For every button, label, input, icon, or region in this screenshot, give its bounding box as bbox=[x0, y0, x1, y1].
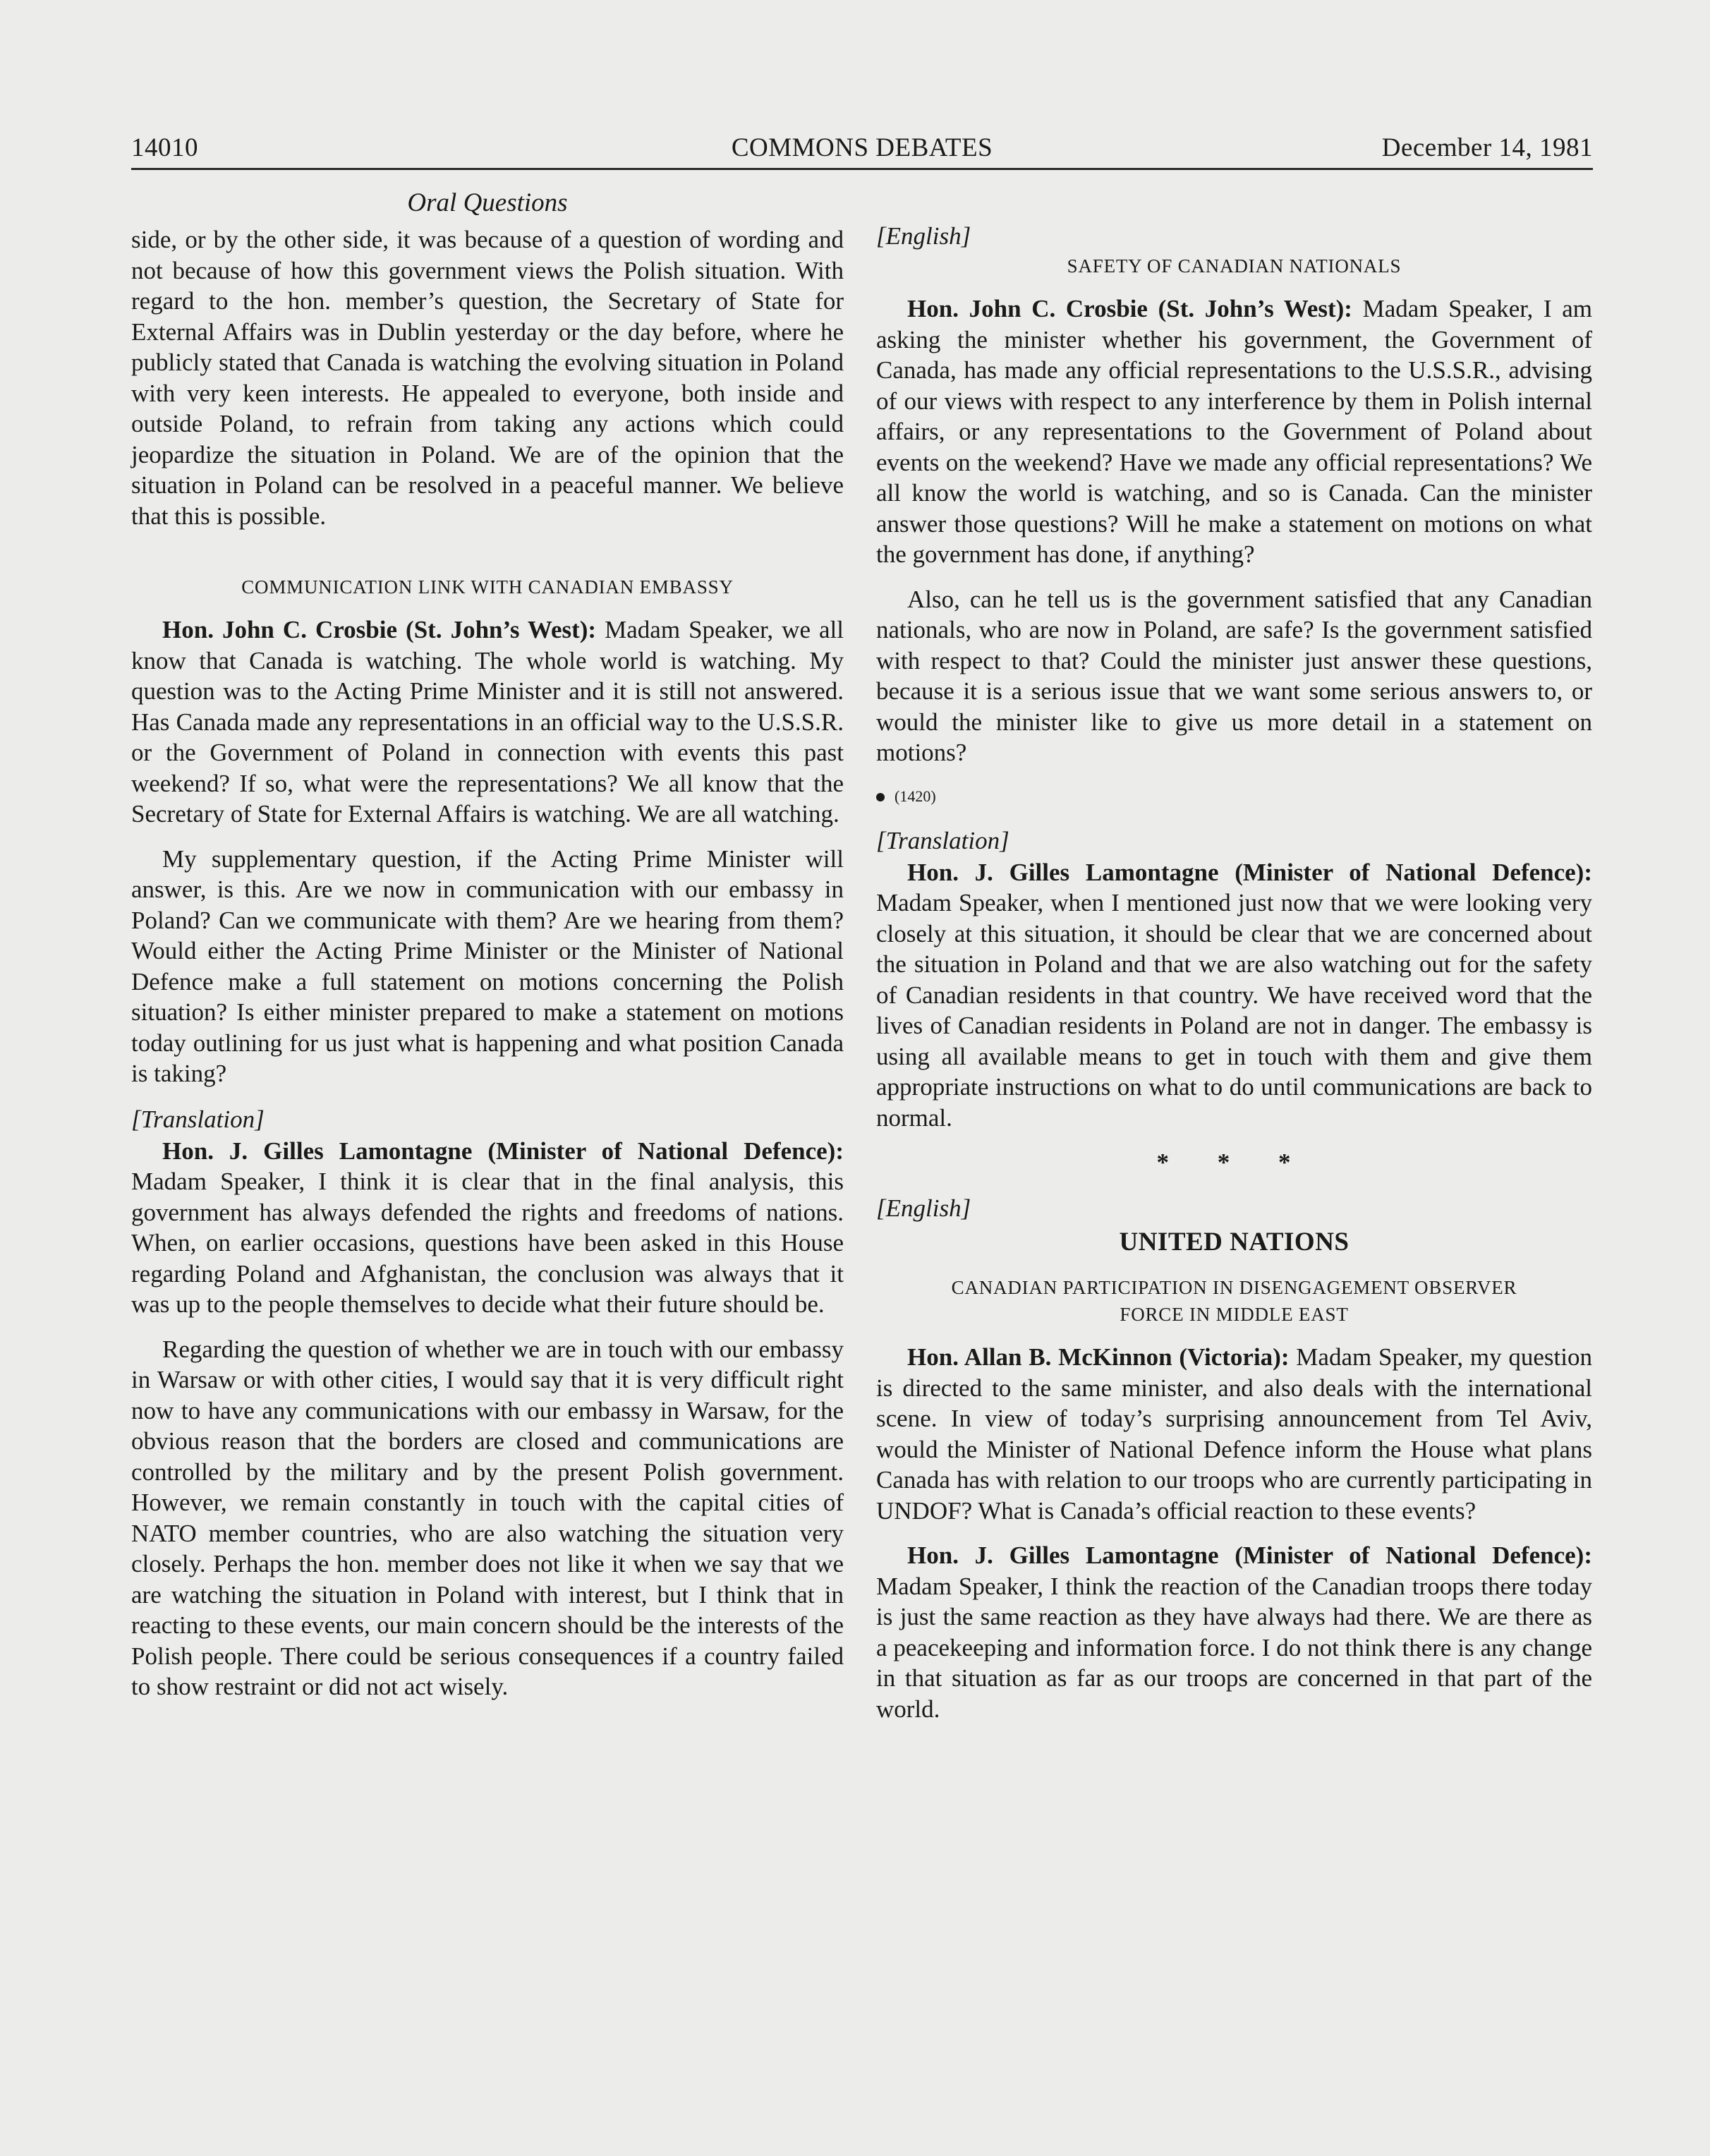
speech-text: Madam Speaker, I think the reaction of the Canadian troops there today is just the same reaction as they have always had there. We are there as a peacekeeping and information force. I do not think there is any change in that situation as far as our troops are concerned in that part of the world. bbox=[876, 1572, 1592, 1723]
speaker-name: Hon. John C. Crosbie (St. John’s West): bbox=[162, 616, 597, 643]
language-tag: [Translation] bbox=[131, 1105, 265, 1133]
section-separator: * * * bbox=[1156, 1149, 1312, 1176]
speech-text: Madam Speaker, my question is directed to the same minister, and also deals with the international scene. In view of today’s surprising announcement from Tel Aviv, would the Minister of National Defence inform the House what plans Canada has with relation to our troops who are currently participating in UNDOF? What is Canada’s official reaction to these events? bbox=[876, 1343, 1592, 1525]
section-subheading-line: FORCE IN MIDDLE EAST bbox=[1120, 1304, 1349, 1325]
speaker-name: Hon. J. Gilles Lamontagne (Minister of National Defence): bbox=[907, 1542, 1592, 1569]
paragraph: My supplementary question, if the Acting Prime Minister will answer, is this. Are we now in communication with our embassy in Poland? Can we communicate with them? Are we hearing from them? Would either the Acting Prime Minister or the Minister of National Defence make a full statement on motions concerning the Polish situation? Is either minister prepared to make a statement on motions today outlining for us just what is happening and what position Canada is taking? bbox=[131, 844, 844, 1087]
speech bbox=[131, 614, 844, 830]
speech-text: Madam Speaker, I am asking the minister whether his government, the Government of Canada, has made any official representations to the U.S.S.R., advising of our views with respect to any interference by them in Polish internal affairs, or any representations to the Government of Poland about events on the weekend? Have we made any official representations? We all know the world is watching, and so is Canada. Can the minister answer those questions? Will he make a statement on motions on what the government has done, if anything? bbox=[876, 295, 1592, 568]
speech bbox=[876, 857, 1592, 1134]
time-marker bbox=[876, 782, 1592, 811]
speaker-name: Hon. J. Gilles Lamontagne (Minister of National Defence): bbox=[907, 858, 1592, 886]
paragraph: Also, can he tell us is the government satisfied that any Canadian nationals, who are now in Poland, are safe? Is the government satisfied with respect to that? Could the minister just answer these questions, because it is a serious issue that we want some serious answers to, or would the minister like to give us more detail in a statement on motions? bbox=[876, 585, 1592, 766]
page-number: 14010 bbox=[131, 133, 198, 162]
speech-text: Madam Speaker, when I mentioned just now that we were looking very closely at this situation, it should be clear that we are concerned about the situation in Poland and that we are also watching out for the safety of Canadian residents in that country. We have received word that the lives of Canadian residents in Poland are not in danger. The embassy is using all available means to get in touch with them and give them appropriate instructions on what to do until communications are back to normal. bbox=[876, 889, 1592, 1132]
speech bbox=[876, 1540, 1592, 1724]
paragraph: Regarding the question of whether we are in touch with our embassy in Warsaw or with other cities, I would say that it is very difficult right now to have any communications with our embassy in Warsaw, for the obvious reason that the borders are closed and communications are controlled by the military and by the present Polish government. However, we remain constantly in touch with the capital cities of NATO member countries, who are also watching the situation very closely. Perhaps the hon. member does not like it when we say that we are watching the situation in Poland with interest, but I think that in reacting to these events, our main concern should be the interests of the Polish people. There could be serious consequences if a country failed to show restraint or did not act wisely. bbox=[131, 1335, 844, 1700]
speaker-name: Hon. John C. Crosbie (St. John’s West): bbox=[907, 295, 1352, 322]
language-tag: [English] bbox=[876, 222, 971, 250]
paragraph: side, or by the other side, it was because of a question of wording and not because of how this government views the Polish situation. With regard to the hon. member’s question, the Secretary of State for External Affairs was in Dublin yesterday or the day before, where he publicly stated that Canada is watching the evolving situation in Poland with very keen interests. He appealed to everyone, both inside and outside Poland, to refrain from taking any actions which could jeopardize the situation in Poland. We are of the opinion that the situation in Poland can be resolved in a peaceful manner. We believe that this is possible. bbox=[131, 226, 844, 530]
page-date: December 14, 1981 bbox=[1381, 133, 1593, 162]
speech-text: Madam Speaker, I think it is clear that in the final analysis, this government has always defended the rights and freedoms of nations. When, on earlier occasions, questions have been asked in this House regarding Poland and Afghanistan, the conclusion was always that it was up to the people themselves to decide what their future should be. bbox=[131, 1168, 844, 1318]
speech bbox=[131, 1136, 844, 1320]
section-subheading: SAFETY OF CANADIAN NATIONALS bbox=[1067, 255, 1402, 277]
page-header bbox=[131, 133, 1593, 169]
speech-text: Madam Speaker, we all know that Canada is watching. The whole world is watching. My question was to the Acting Prime Minister and it is still not answered. Has Canada made any representations in an official way to the U.S.S.R. or the Government of Poland in connection with events this past weekend? If so, what were the representations? We all know that the Secretary of State for External Affairs is watching. We are all watching. bbox=[131, 616, 844, 828]
header-rule bbox=[131, 168, 1593, 170]
bullet-icon bbox=[876, 793, 885, 801]
section-heading: UNITED NATIONS bbox=[1119, 1228, 1350, 1256]
section-subheading-line: CANADIAN PARTICIPATION IN DISENGAGEMENT OBSERVER bbox=[951, 1277, 1517, 1298]
language-tag: [English] bbox=[876, 1194, 971, 1222]
language-tag: [Translation] bbox=[876, 826, 1009, 854]
running-head: Oral Questions bbox=[407, 188, 568, 217]
time-marker-text: (1420) bbox=[895, 787, 936, 805]
speaker-name: Hon. Allan B. McKinnon (Victoria): bbox=[907, 1343, 1290, 1371]
speech bbox=[876, 1342, 1592, 1526]
section-subheading: COMMUNICATION LINK WITH CANADIAN EMBASSY bbox=[241, 576, 734, 598]
speech bbox=[876, 293, 1592, 570]
right-column bbox=[876, 220, 1592, 1724]
left-column bbox=[131, 185, 844, 1702]
speaker-name: Hon. J. Gilles Lamontagne (Minister of National Defence): bbox=[162, 1137, 844, 1165]
publication-title: COMMONS DEBATES bbox=[731, 133, 993, 162]
